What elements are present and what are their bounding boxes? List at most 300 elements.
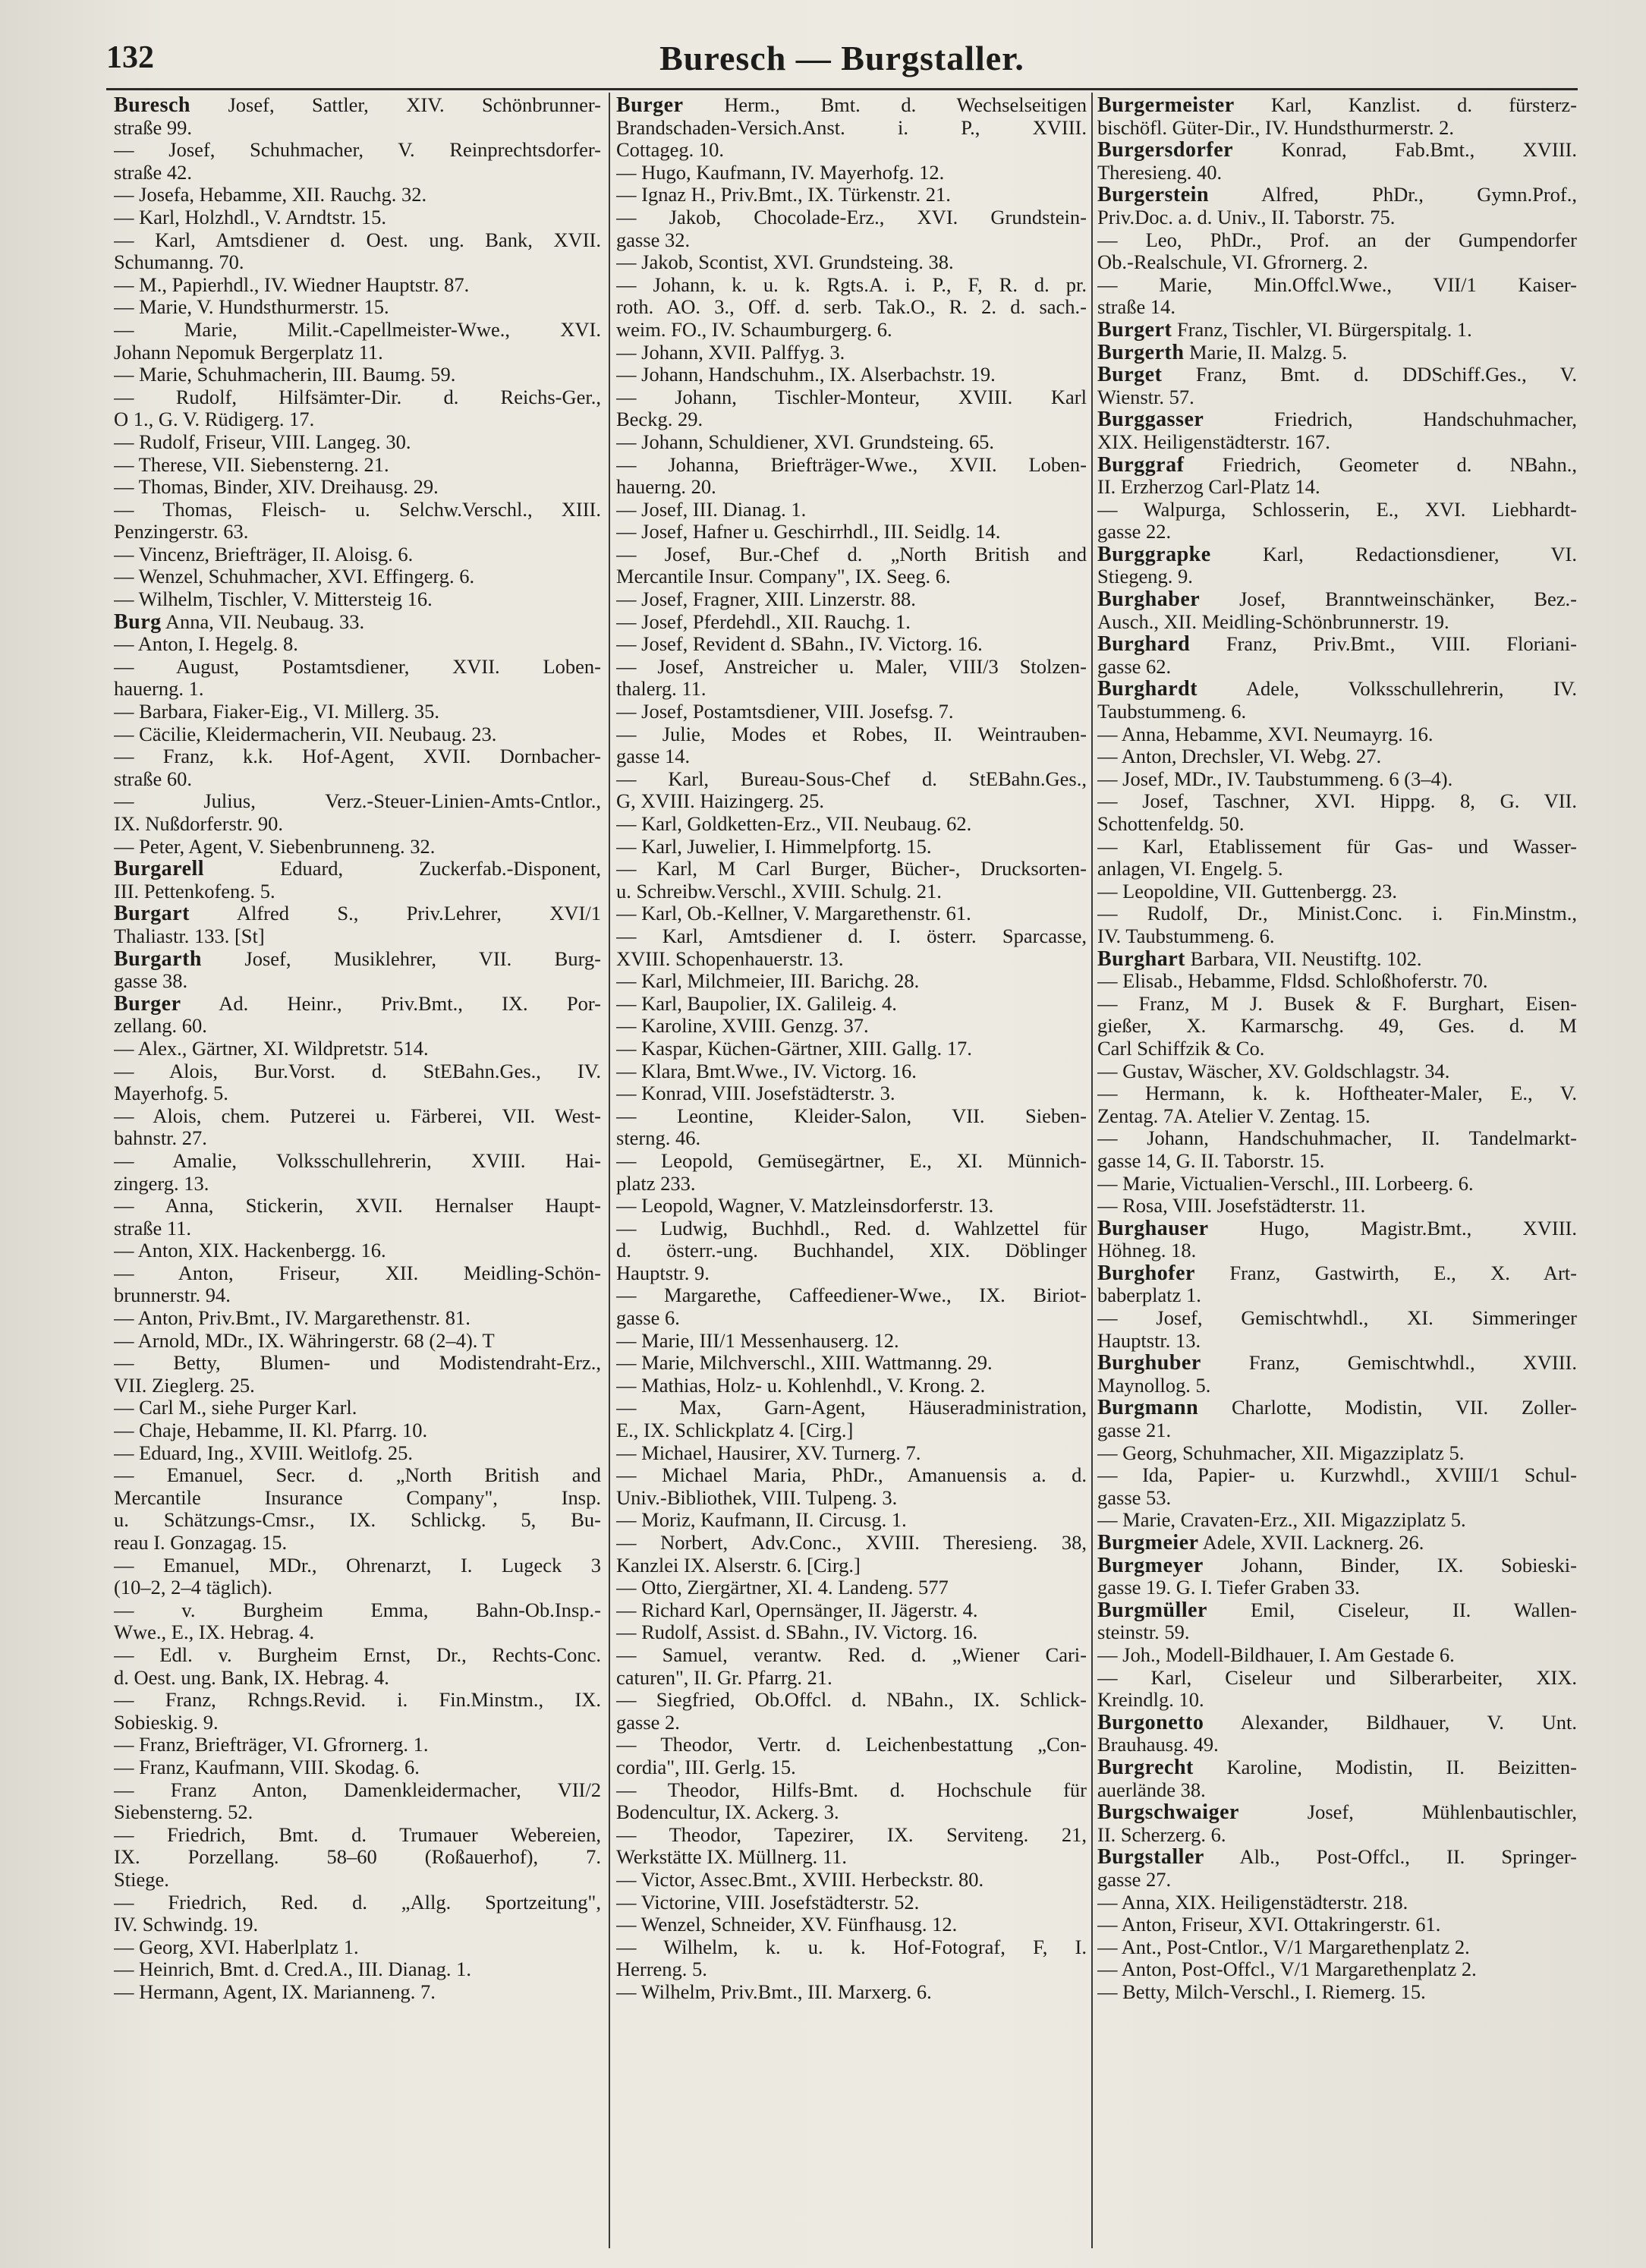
directory-line: — Karl, Juwelier, I. Himmelpfortg. 15. (616, 835, 932, 858)
entry-text: Friedrich, Handschuhmacher, (1204, 408, 1577, 431)
directory-line: — Marie, Schuhmacherin, III. Baumg. 59. (114, 364, 456, 386)
directory-line: — Marie, Cravaten-Erz., XII. Migazziplatz 5. (1097, 1509, 1466, 1532)
directory-line: — Alex., Gärtner, XI. Wildpretstr. 514. (114, 1037, 429, 1060)
directory-line: — Hermann, k. k. Hoftheater-Maler, E., V. (1097, 1082, 1577, 1105)
directory-line: reau I. Gonzagag. 15. (114, 1532, 288, 1554)
directory-line: — Walpurga, Schlosserin, E., XVI. Liebhardt- (1097, 498, 1577, 521)
directory-line (1097, 948, 1577, 971)
directory-line: — Betty, Milch-Verschl., I. Riemerg. 15. (1097, 1980, 1426, 2003)
entry-surname: Burger (114, 992, 181, 1016)
directory-line: — Friedrich, Red. d. „Allg. Sportzeitung", (114, 1891, 601, 1914)
directory-line: — Emanuel, MDr., Ohrenarzt, I. Lugeck 3 (114, 1554, 601, 1577)
directory-line (1097, 342, 1577, 364)
directory-line: XIX. Heiligenstädterstr. 167. (1097, 430, 1330, 453)
directory-line: d. österr.-ung. Buchhandel, XIX. Döblinger (616, 1240, 1087, 1262)
entry-text: Adele, XVII. Lacknerg. 26. (1198, 1532, 1424, 1554)
column-left (114, 94, 601, 2003)
entry-text: Barbara, VII. Neustiftg. 102. (1185, 947, 1422, 970)
directory-line (1097, 319, 1577, 342)
directory-line: — Cäcilie, Kleidermacherin, VII. Neubaug. 23. (114, 723, 497, 745)
directory-line: III. Pettenkofeng. 5. (114, 880, 275, 902)
directory-line: G, XVIII. Haizingerg. 25. (616, 790, 825, 813)
directory-line (1097, 1801, 1577, 1824)
directory-line: — Anton, Drechsler, VI. Webg. 27. (1097, 745, 1382, 768)
column-right (1097, 94, 1577, 2003)
directory-line (114, 858, 601, 880)
directory-line (114, 902, 601, 925)
entry-surname: Burgmann (1097, 1397, 1199, 1420)
directory-line: — Josef, Taschner, XVI. Hippg. 8, G. VII. (1097, 790, 1577, 813)
directory-line: — Julius, Verz.-Steuer-Linien-Amts-Cntlor., (114, 790, 601, 813)
directory-line: — v. Burgheim Emma, Bahn-Ob.Insp.- (114, 1599, 601, 1621)
directory-line: — Rudolf, Hilfsämter-Dir. d. Reichs-Ger., (114, 386, 601, 408)
directory-line: — Jakob, Chocolade-Erz., XVI. Grundstein- (616, 206, 1087, 228)
directory-line: gasse 38. (114, 970, 188, 993)
entry-text: Franz, Gastwirth, E., X. Art- (1194, 1262, 1577, 1284)
directory-line: — Gustav, Wäscher, XV. Goldschlagstr. 34. (1097, 1060, 1450, 1082)
entry-surname: Burgart (114, 902, 190, 925)
directory-line (1097, 1217, 1577, 1240)
directory-line: Ob.-Realschule, VI. Gfrornerg. 2. (1097, 251, 1368, 274)
entry-surname: Burgarell (114, 858, 205, 880)
directory-line: — Betty, Blumen- und Modistendraht-Erz., (114, 1352, 601, 1375)
directory-line: straße 14. (1097, 296, 1176, 319)
directory-line (1097, 1599, 1577, 1622)
entry-text: Friedrich, Geometer d. NBahn., (1184, 453, 1577, 476)
directory-line: — Richard Karl, Opernsänger, II. Jägerstr. 4. (616, 1599, 978, 1621)
directory-line: Schottenfeldg. 50. (1097, 813, 1245, 835)
entry-surname: Burg (114, 610, 162, 634)
directory-line: — Karl, Ob.-Kellner, V. Margarethenstr. 61. (616, 902, 971, 925)
entry-text: Josef, Sattler, XIV. Schönbrunner- (190, 94, 601, 116)
directory-line: — Mathias, Holz- u. Kohlenhdl., V. Krong. 2. (616, 1374, 986, 1397)
entry-surname: Burgerth (1097, 341, 1185, 364)
directory-line: — Friedrich, Bmt. d. Trumauer Webereien, (114, 1823, 601, 1846)
entry-text: Anna, VII. Neubaug. 33. (161, 610, 365, 633)
directory-line (1097, 678, 1577, 701)
column-divider (609, 93, 610, 2248)
directory-line: Mercantile Insur. Company", IX. Seeg. 6. (616, 565, 951, 588)
entry-surname: Burgonetto (1097, 1711, 1204, 1734)
directory-line (114, 993, 601, 1016)
directory-line: — Jakob, Scontist, XVI. Grundsteing. 38. (616, 251, 954, 274)
entry-text: Adele, Volksschullehrerin, IV. (1198, 678, 1577, 701)
directory-line: — Leopold, Gemüsegärtner, E., XI. Münnich- (616, 1149, 1087, 1172)
directory-line (616, 94, 1087, 117)
directory-line: — Josef, Bur.-Chef d. „North British and (616, 543, 1087, 565)
directory-line: — Josef, Revident d. SBahn., IV. Victorg. 16. (616, 633, 983, 656)
directory-line: zellang. 60. (114, 1015, 207, 1038)
entry-text: Johann, Binder, IX. Sobieski- (1203, 1554, 1577, 1577)
directory-line: Thaliastr. 133. [St] (114, 925, 265, 947)
directory-line: gasse 32. (616, 228, 691, 251)
directory-line: — Theodor, Hilfs-Bmt. d. Hochschule für (616, 1778, 1087, 1801)
directory-line: — Josef, Anstreicher u. Maler, VIII/3 Stolzen- (616, 655, 1087, 678)
entry-text: Herm., Bmt. d. Wechselseitigen (683, 94, 1087, 116)
directory-line: — Karl, Milchmeier, III. Barichg. 28. (616, 970, 920, 993)
directory-line: gasse 14. (616, 745, 691, 768)
directory-line: sterng. 46. (616, 1127, 701, 1150)
directory-line: — Wenzel, Schneider, XV. Fünfhausg. 12. (616, 1914, 958, 1936)
entry-text: Karoline, Modistin, II. Beizitten- (1193, 1756, 1577, 1778)
directory-line: — Karl, Bureau-Sous-Chef d. StEBahn.Ges., (616, 767, 1087, 790)
directory-line (1097, 1262, 1577, 1285)
directory-line: auerlände 38. (1097, 1778, 1206, 1801)
directory-line: — Alois, Bur.Vorst. d. StEBahn.Ges., IV. (114, 1060, 601, 1082)
directory-line: gasse 6. (616, 1307, 680, 1330)
directory-line: straße 60. (114, 767, 193, 790)
directory-line (114, 948, 601, 971)
directory-line: — Rosa, VIII. Josefstädterstr. 11. (1097, 1195, 1366, 1217)
directory-line: — Theodor, Tapezirer, IX. Serviteng. 21, (616, 1823, 1087, 1846)
directory-line: — Anton, I. Hegelg. 8. (114, 633, 298, 656)
directory-line: — Wilhelm, k. u. k. Hof-Fotograf, F, I. (616, 1936, 1087, 1958)
directory-line: Univ.-Bibliothek, VIII. Tulpeng. 3. (616, 1486, 898, 1509)
directory-line: u. Schätzungs-Cmsr., IX. Schlickg. 5, Bu- (114, 1509, 601, 1532)
directory-line: — Johann, Tischler-Monteur, XVIII. Karl (616, 386, 1087, 408)
directory-line: — Anton, Priv.Bmt., IV. Margarethenstr. 81. (114, 1307, 471, 1330)
directory-line: — Johann, Handschuhmacher, II. Tandelmarkt- (1097, 1127, 1577, 1150)
directory-line: — Karl, Etablissement für Gas- und Wasser- (1097, 835, 1577, 858)
directory-line: VII. Zieglerg. 25. (114, 1374, 255, 1397)
directory-line: platz 233. (616, 1172, 696, 1195)
entry-text: Alfred, PhDr., Gymn.Prof., (1209, 184, 1577, 206)
entry-text: Josef, Musiklehrer, VII. Burg- (202, 947, 601, 970)
entry-surname: Burgstaller (1097, 1846, 1204, 1869)
page-number: 132 (106, 40, 154, 75)
directory-line: — Karl, Holzhdl., V. Arndtstr. 15. (114, 206, 386, 228)
directory-line: O 1., G. V. Rüdigerg. 17. (114, 408, 315, 431)
directory-line: Herreng. 5. (616, 1958, 707, 1981)
directory-line: — Thomas, Fleisch- u. Selchw.Verschl., XIII. (114, 498, 601, 521)
directory-line: IX. Porzellang. 58–60 (Roßauerhof), 7. (114, 1846, 601, 1869)
column-divider (1091, 93, 1093, 2248)
directory-line: — Karl, Amtsdiener d. Oest. ung. Bank, XVII. (114, 228, 601, 251)
directory-line: II. Scherzerg. 6. (1097, 1823, 1226, 1846)
directory-line: Stiege. (114, 1868, 169, 1891)
entry-text: Emil, Ciseleur, II. Wallen- (1207, 1599, 1577, 1621)
directory-line: — Karl, Amtsdiener d. I. österr. Sparcasse, (616, 925, 1087, 947)
directory-line: caturen", II. Gr. Pfarrg. 21. (616, 1666, 832, 1689)
directory-line: steinstr. 59. (1097, 1621, 1190, 1644)
directory-line: Sobieskig. 9. (114, 1711, 219, 1734)
directory-line: — Ant., Post-Cntlor., V/1 Margarethenplatz 2. (1097, 1936, 1470, 1958)
directory-line: — Karl, M Carl Burger, Bücher-, Drucksorten- (616, 858, 1087, 880)
directory-line: IV. Schwindg. 19. (114, 1914, 259, 1936)
entry-text: Eduard, Zuckerfab.-Disponent, (204, 858, 601, 880)
directory-line: — Franz, Briefträger, VI. Gfrornerg. 1. (114, 1734, 429, 1756)
directory-line: — Johann, Schuldiener, XVI. Grundsteing. 65. (616, 430, 994, 453)
directory-line: — Joh., Modell-Bildhauer, I. Am Gestade 6. (1097, 1643, 1455, 1666)
entry-text: Konrad, Fab.Bmt., XVIII. (1233, 139, 1577, 162)
directory-line: — Marie, Milit.-Capellmeister-Wwe., XVI. (114, 318, 601, 341)
directory-line: Wwe., E., IX. Hebrag. 4. (114, 1621, 315, 1644)
directory-line: — Josef, Gemischtwhdl., XI. Simmeringer (1097, 1307, 1577, 1330)
directory-line: — Rudolf, Dr., Minist.Conc. i. Fin.Minstm., (1097, 902, 1577, 925)
directory-line: — Eduard, Ing., XVIII. Weitlofg. 25. (114, 1441, 414, 1464)
directory-line: gasse 14, G. II. Taborstr. 15. (1097, 1149, 1325, 1172)
directory-line: straße 99. (114, 116, 193, 139)
directory-line: Carl Schiffzik & Co. (1097, 1037, 1265, 1060)
directory-line: — Anna, Hebamme, XVI. Neumayrg. 16. (1097, 723, 1434, 745)
entry-surname: Burghart (1097, 947, 1185, 971)
directory-line: Schumanng. 70. (114, 251, 244, 274)
directory-line: — Franz, M J. Busek & F. Burghart, Eisen- (1097, 992, 1577, 1015)
directory-line: — Margarethe, Caffeediener-Wwe., IX. Biriot- (616, 1284, 1087, 1307)
directory-line: hauerng. 20. (616, 476, 716, 499)
directory-line: — Victorine, VIII. Josefstädterstr. 52. (616, 1891, 920, 1914)
directory-line: straße 11. (114, 1217, 192, 1240)
directory-line (1097, 1756, 1577, 1779)
directory-line: gasse 53. (1097, 1486, 1172, 1509)
directory-line: — Josef, Schuhmacher, V. Reinprechtsdorfer- (114, 139, 601, 162)
directory-line (1097, 364, 1577, 386)
directory-line: — Alois, chem. Putzerei u. Färberei, VII. West- (114, 1104, 601, 1127)
directory-line: Siebensterng. 52. (114, 1801, 253, 1824)
directory-line: d. Oest. ung. Bank, IX. Hebrag. 4. (114, 1666, 389, 1689)
entry-surname: Burghard (1097, 633, 1191, 656)
directory-line (1097, 543, 1577, 566)
directory-line: — Anton, Friseur, XII. Meidling-Schön- (114, 1262, 601, 1284)
directory-line: — Norbert, Adv.Conc., XVIII. Theresieng. 38, (616, 1532, 1087, 1554)
directory-line: IV. Taubstummeng. 6. (1097, 925, 1275, 947)
directory-line: bahnstr. 27. (114, 1127, 207, 1150)
entry-surname: Burgarth (114, 947, 202, 971)
directory-line: Brauhausg. 49. (1097, 1734, 1219, 1756)
directory-line: — Leontine, Kleider-Salon, VII. Sieben- (616, 1104, 1087, 1127)
directory-line: — Georg, Schuhmacher, XII. Migazziplatz 5. (1097, 1441, 1465, 1464)
entry-text: Hugo, Magistr.Bmt., XVIII. (1208, 1217, 1577, 1240)
directory-line: — Carl M., siehe Purger Karl. (114, 1397, 357, 1419)
directory-line: hauerng. 1. (114, 678, 204, 701)
directory-line: — Julie, Modes et Robes, II. Weintrauben- (616, 723, 1087, 745)
directory-line: — Josefa, Hebamme, XII. Rauchg. 32. (114, 184, 427, 206)
directory-line: Penzingerstr. 63. (114, 521, 249, 543)
directory-line: Bodencultur, IX. Ackerg. 3. (616, 1801, 839, 1824)
directory-line (1097, 633, 1577, 656)
directory-line: — Karl, Goldketten-Erz., VII. Neubaug. 62. (616, 813, 972, 835)
directory-line (114, 611, 601, 634)
directory-line: Taubstummeng. 6. (1097, 701, 1247, 723)
directory-line: Beckg. 29. (616, 408, 703, 431)
directory-line: — Moriz, Kaufmann, II. Circusg. 1. (616, 1509, 907, 1532)
directory-line: u. Schreibw.Verschl., XVIII. Schulg. 21. (616, 880, 942, 902)
directory-line: — Johann, Handschuhm., IX. Alserbachstr. 19. (616, 364, 996, 386)
directory-line: — Franz, k.k. Hof-Agent, XVII. Dornbacher- (114, 745, 601, 768)
directory-line: Priv.Doc. a. d. Univ., II. Taborstr. 75. (1097, 206, 1396, 228)
directory-line: zingerg. 13. (114, 1172, 209, 1195)
directory-line (1097, 1532, 1577, 1555)
directory-line: — Marie, Milchverschl., XIII. Wattmanng. 29. (616, 1352, 993, 1375)
directory-line: Mayerhofg. 5. (114, 1082, 228, 1105)
directory-line (1097, 139, 1577, 162)
entry-surname: Burghofer (1097, 1262, 1195, 1285)
directory-line: — Marie, Min.Offcl.Wwe., VII/1 Kaiser- (1097, 273, 1577, 296)
directory-line: — Anna, XIX. Heiligenstädterstr. 218. (1097, 1891, 1408, 1914)
directory-line: — Hermann, Agent, IX. Marianneng. 7. (114, 1980, 436, 2003)
directory-line: — Marie, V. Hundsthurmerstr. 15. (114, 296, 389, 319)
directory-line: — Michael Maria, PhDr., Amanuensis a. d. (616, 1464, 1087, 1487)
running-title: Buresch — Burgstaller. (659, 39, 1024, 77)
directory-line (1097, 184, 1577, 206)
directory-line: — Anton, Post-Offcl., V/1 Margarethenplatz 2. (1097, 1958, 1477, 1981)
directory-line: — Josef, Postamtsdiener, VIII. Josefsg. 7. (616, 701, 954, 723)
directory-line: — Kaspar, Küchen-Gärtner, XIII. Gallg. 17. (616, 1037, 972, 1060)
entry-surname: Burgschwaiger (1097, 1801, 1239, 1824)
entry-surname: Burggasser (1097, 408, 1204, 431)
directory-line: — Karl, Ciseleur und Silberarbeiter, XIX. (1097, 1666, 1577, 1689)
entry-surname: Burgrecht (1097, 1756, 1194, 1779)
directory-line: Höhneg. 18. (1097, 1240, 1197, 1262)
directory-line: — Ida, Papier- u. Kurzwhdl., XVIII/1 Schul- (1097, 1464, 1577, 1487)
directory-line: — Marie, III/1 Messenhauserg. 12. (616, 1329, 899, 1352)
directory-line: Maynollog. 5. (1097, 1374, 1211, 1397)
entry-surname: Burgersdorfer (1097, 139, 1234, 162)
directory-line: II. Erzherzog Carl-Platz 14. (1097, 476, 1320, 499)
entry-text: Karl, Redactionsdiener, VI. (1210, 543, 1577, 565)
entry-text: Alb., Post-Offcl., II. Springer- (1204, 1846, 1577, 1869)
entry-surname: Burget (1097, 364, 1163, 386)
directory-line: Mercantile Insurance Company", Insp. (114, 1486, 601, 1509)
directory-line: — Ignaz H., Priv.Bmt., IX. Türkenstr. 21. (616, 184, 951, 206)
directory-line: — Wilhelm, Tischler, V. Mittersteig 16. (114, 588, 433, 611)
directory-line: — Rudolf, Assist. d. SBahn., IV. Victorg. 16. (616, 1621, 978, 1644)
directory-line: — Franz, Kaufmann, VIII. Skodag. 6. (114, 1756, 420, 1778)
entry-text: Franz, Priv.Bmt., VIII. Floriani- (1190, 633, 1577, 656)
directory-line: Wienstr. 57. (1097, 386, 1194, 408)
directory-line (1097, 1352, 1577, 1375)
directory-line: — Ludwig, Buchhdl., Red. d. Wahlzettel für (616, 1217, 1087, 1240)
entry-surname: Burghardt (1097, 678, 1198, 701)
directory-line: — Siegfried, Ob.Offcl. d. NBahn., IX. Schlick- (616, 1689, 1087, 1712)
directory-line: — Johann, k. u. k. Rgts.A. i. P., F, R. d. pr. (616, 273, 1087, 296)
directory-line: roth. AO. 3., Off. d. serb. Tak.O., R. 2. d. sach.- (616, 296, 1087, 319)
directory-line: — Edl. v. Burgheim Ernst, Dr., Rechts-Conc. (114, 1643, 601, 1666)
directory-line: gießer, X. Karmarschg. 49, Ges. d. M (1097, 1015, 1577, 1038)
directory-line (114, 94, 601, 117)
entry-text: Josef, Mühlenbautischler, (1238, 1801, 1577, 1824)
directory-line: — Anna, Stickerin, XVII. Hernalser Haupt- (114, 1195, 601, 1217)
directory-line (1097, 1397, 1577, 1419)
directory-line: Hauptstr. 9. (616, 1262, 710, 1284)
directory-line: — Franz Anton, Damenkleidermacher, VII/2 (114, 1778, 601, 1801)
entry-text: Franz, Gemischtwhdl., XVIII. (1201, 1352, 1577, 1375)
directory-line: gasse 21. (1097, 1419, 1172, 1442)
entry-surname: Buresch (114, 94, 190, 117)
entry-text: Franz, Bmt. d. DDSchiff.Ges., V. (1162, 364, 1577, 386)
directory-line: — August, Postamtsdiener, XVII. Loben- (114, 655, 601, 678)
directory-line: straße 42. (114, 161, 193, 184)
entry-surname: Burggraf (1097, 453, 1185, 477)
directory-line: thalerg. 11. (616, 678, 707, 701)
directory-line: bischöfl. Güter-Dir., IV. Hundsthurmerstr. 2. (1097, 116, 1455, 139)
directory-line: — Wilhelm, Priv.Bmt., III. Marxerg. 6. (616, 1980, 932, 2003)
directory-line: — Peter, Agent, V. Siebenbrunneng. 32. (114, 835, 436, 858)
directory-line: — Josef, III. Dianag. 1. (616, 498, 807, 521)
directory-line: gasse 22. (1097, 521, 1172, 543)
directory-line: — Josef, Pferdehdl., XII. Rauchg. 1. (616, 610, 911, 633)
directory-line: — Thomas, Binder, XIV. Dreihausg. 29. (114, 476, 439, 499)
directory-line: — Karoline, XVIII. Genzg. 37. (616, 1015, 869, 1038)
directory-line (1097, 1846, 1577, 1869)
entry-surname: Burgmeyer (1097, 1554, 1204, 1577)
directory-line: — Johanna, Briefträger-Wwe., XVII. Loben- (616, 453, 1087, 476)
directory-line: gasse 27. (1097, 1868, 1172, 1891)
directory-line: — Hugo, Kaufmann, IV. Mayerhofg. 12. (616, 161, 945, 184)
directory-line: — Vincenz, Briefträger, II. Aloisg. 6. (114, 543, 414, 565)
directory-line: Zentag. 7A. Atelier V. Zentag. 15. (1097, 1104, 1371, 1127)
directory-line (1097, 1555, 1577, 1577)
directory-line: — Josef, MDr., IV. Taubstummeng. 6 (3–4). (1097, 767, 1453, 790)
entry-surname: Burgerstein (1097, 184, 1210, 206)
directory-line: — Anton, XIX. Hackenbergg. 16. (114, 1240, 386, 1262)
entry-surname: Burghauser (1097, 1217, 1209, 1240)
directory-line: — Josef, Hafner u. Geschirrhdl., III. Seidlg. 14. (616, 521, 1001, 543)
directory-line: — Leopold, Wagner, V. Matzleinsdorferstr. 13. (616, 1195, 994, 1217)
directory-line: — Wenzel, Schuhmacher, XVI. Effingerg. 6. (114, 565, 475, 588)
directory-line: Kanzlei IX. Alserstr. 6. [Cirg.] (616, 1554, 861, 1577)
directory-line: IX. Nußdorferstr. 90. (114, 813, 283, 835)
page-header (106, 39, 1578, 85)
entry-text: Franz, Tischler, VI. Bürgerspitalg. 1. (1172, 318, 1472, 341)
directory-line: weim. FO., IV. Schaumburgerg. 6. (616, 318, 892, 341)
directory-line: brunnerstr. 94. (114, 1284, 231, 1307)
directory-line: — Rudolf, Friseur, VIII. Langeg. 30. (114, 430, 411, 453)
directory-line (1097, 94, 1577, 117)
directory-line: — Marie, Victualien-Verschl., III. Lorbeerg. 6. (1097, 1172, 1474, 1195)
directory-line: — Chaje, Hebamme, II. Kl. Pfarrg. 10. (114, 1419, 428, 1442)
directory-line: Ausch., XII. Meidling-Schönbrunnerstr. 19. (1097, 610, 1449, 633)
header-rule (106, 88, 1578, 90)
entry-surname: Burggrapke (1097, 543, 1211, 566)
directory-line: gasse 62. (1097, 655, 1172, 678)
entry-surname: Burgermeister (1097, 94, 1235, 117)
directory-line: — Samuel, verantw. Red. d. „Wiener Cari- (616, 1643, 1087, 1666)
directory-line: — Emanuel, Secr. d. „North British and (114, 1464, 601, 1487)
directory-line: gasse 19. G. I. Tiefer Graben 33. (1097, 1577, 1360, 1599)
directory-line: Kreindlg. 10. (1097, 1689, 1204, 1712)
entry-surname: Burghuber (1097, 1352, 1201, 1375)
directory-line: Stiegeng. 9. (1097, 565, 1193, 588)
column-middle (616, 94, 1087, 2003)
entry-text: Josef, Branntweinschänker, Bez.- (1200, 588, 1577, 611)
entry-surname: Burger (616, 94, 684, 117)
directory-line: XVIII. Schopenhauerstr. 13. (616, 947, 844, 970)
directory-line: Theresieng. 40. (1097, 161, 1223, 184)
directory-line: — Georg, XVI. Haberlplatz 1. (114, 1936, 359, 1958)
directory-line: — Max, Garn-Agent, Häuseradministration, (616, 1397, 1087, 1419)
entry-surname: Burgert (1097, 318, 1172, 342)
directory-line: Hauptstr. 13. (1097, 1329, 1201, 1352)
directory-line: (10–2, 2–4 täglich). (114, 1577, 273, 1599)
entry-text: Alexander, Bildhauer, V. Unt. (1204, 1711, 1577, 1734)
directory-line: — Michael, Hausirer, XV. Turnerg. 7. (616, 1441, 921, 1464)
directory-line: — Theodor, Vertr. d. Leichenbestattung „Con- (616, 1734, 1087, 1756)
directory-line: — Amalie, Volksschullehrerin, XVIII. Hai- (114, 1149, 601, 1172)
directory-line: Werkstätte IX. Müllnerg. 11. (616, 1846, 848, 1869)
directory-line: — Leo, PhDr., Prof. an der Gumpendorfer (1097, 228, 1577, 251)
directory-line (1097, 588, 1577, 611)
directory-line: — Josef, Fragner, XIII. Linzerstr. 88. (616, 588, 916, 611)
directory-line: — Heinrich, Bmt. d. Cred.A., III. Dianag. 1. (114, 1958, 472, 1981)
directory-line: E., IX. Schlickplatz 4. [Cirg.] (616, 1419, 854, 1442)
directory-line (1097, 1712, 1577, 1734)
directory-line: — Johann, XVII. Palffyg. 3. (616, 341, 845, 364)
directory-line (1097, 454, 1577, 477)
entry-text: Karl, Kanzlist. d. fürsterz- (1234, 94, 1577, 116)
directory-line: — Franz, Rchngs.Revid. i. Fin.Minstm., IX. (114, 1689, 601, 1712)
entry-surname: Burgmeier (1097, 1532, 1199, 1555)
